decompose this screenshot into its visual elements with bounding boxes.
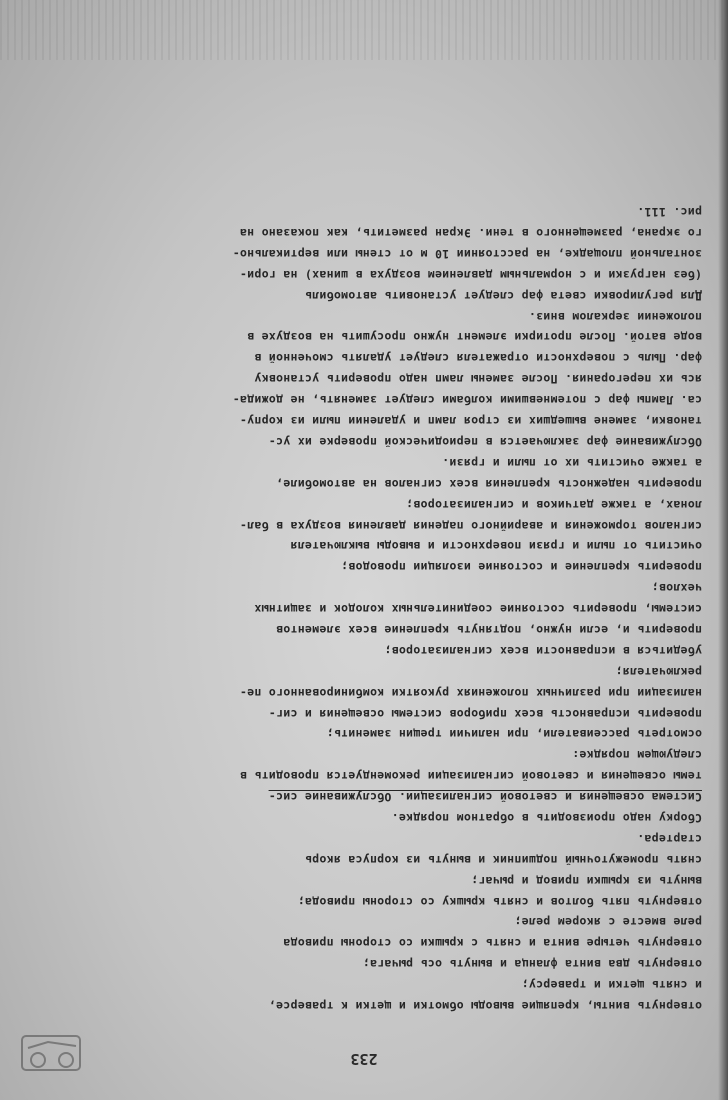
text-line: ясь их перегорания. После замены ламп надо проверить установку	[254, 372, 702, 387]
text-line: вынуть из крышки привод и рычаг;	[470, 873, 702, 888]
text-line: отвернуть два винта фланца и вынуть ось рычага;	[362, 957, 702, 972]
text-line: проверить и, если нужно, подтянуть крепление всех элементов	[275, 622, 702, 637]
text-line: Обслуживание фар заключается в периодической проверке их ус-	[268, 434, 702, 449]
text-line: убедиться в исправности всех сигнализаторов;	[384, 643, 702, 658]
text-line: осмотреть рассеиватели, при наличии трещин заменить;	[326, 727, 702, 742]
text-line: (без нагрузки и с нормальным давлением воздуха в шинах) на гори-	[239, 267, 702, 282]
text-line: Для регулировки света фар следует установить автомобиль	[304, 288, 702, 303]
text-line: снять промежуточный подшипник и вынуть из корпуса якорь	[304, 852, 702, 867]
text-line: очистить от пыли и грязи поверхности и выводы выключателя	[290, 539, 702, 554]
text-line: следующем порядке:	[571, 748, 702, 763]
text-line: реключателя;	[615, 664, 702, 679]
text-line: чехлов;	[651, 581, 702, 596]
text-line: проверить исправность всех приборов системы освещения и сиг-	[268, 706, 702, 721]
text-line: нализации при различных положениях рукоятки комбинированного пе-	[239, 685, 702, 700]
text-line: темы освещения и световой сигнализации рекомендуется проводить в	[239, 769, 702, 784]
text-line: отвернуть винты, крепящие выводы обмотки и щетки к траверсе,	[268, 999, 702, 1013]
text-line: фар. Пыль с поверхности отражателя следует удалять смоченной в	[254, 351, 702, 366]
text-line: проверить надежность крепления всех сигналов на автомобиле,	[275, 476, 702, 491]
section-heading-line: Система освещения и световой сигнализации. Обслуживание сис-	[268, 790, 702, 805]
text-line: го экрана, размещенного в тени. Экран разметить, как показано на	[239, 226, 702, 241]
text-line: системы, проверить состояние соединительных колодок и защитных	[254, 602, 702, 617]
text-line: положении зеркалом вниз.	[528, 309, 702, 324]
text-line: рис. 111.	[636, 205, 702, 220]
page-edge-shadow	[718, 0, 728, 1100]
text-line: отвернуть четыре винта и снять с крышки со стороны привода	[283, 936, 702, 951]
text-line: сигналов торможения и аварийного падения давления воздуха в бал-	[239, 518, 702, 533]
text-line: са. Лампы фар с потемневшими колбами следует заменять, не дожида-	[232, 393, 702, 408]
body-text	[22, 201, 702, 1016]
text-line: а также очистить их от пыли и грязи.	[441, 455, 702, 470]
text-line: отвернуть пять болтов и снять крышку со стороны привода;	[297, 894, 702, 909]
text-line: зонтальной площадке, на расстоянии 10 м от стены или вертикально-	[232, 246, 702, 261]
text-line: стартера.	[636, 831, 702, 846]
text-line: тановки, замене вышедших из строя ламп и удалении пыли из корпу-	[239, 414, 702, 429]
text-line: лонах, а также датчиков и сигнализаторов;	[405, 497, 702, 512]
page-number: 233	[350, 1050, 378, 1068]
text-line: воде ватой. После протирки элемент нужно просушить на воздухе в	[246, 330, 702, 345]
text-line: проверить крепление и состояние изоляции проводов;	[340, 560, 702, 575]
text-line: и снять щетки и траверсу;	[521, 978, 702, 993]
text-line: Сборку надо производить в обратном порядке.	[391, 810, 702, 825]
library-stamp-icon	[18, 1030, 88, 1078]
text-line: реле вместе с якорем реле;	[514, 915, 702, 930]
